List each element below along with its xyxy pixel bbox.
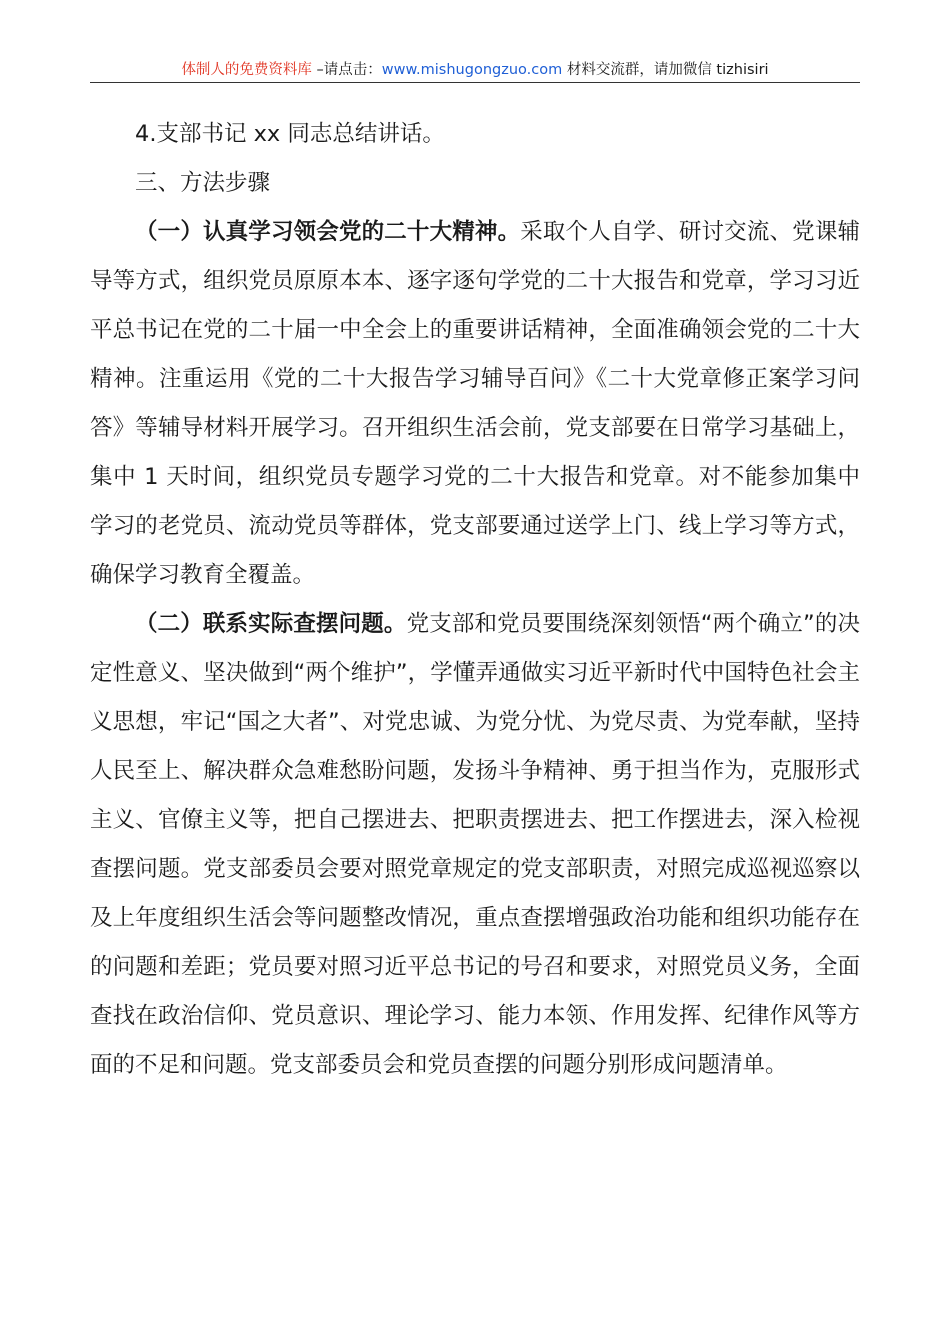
list-item-4: 4.支部书记 xx 同志总结讲话。	[135, 121, 445, 147]
header-site-name: 体制人的免费资料库	[181, 62, 312, 78]
paragraph-problems-heading: （二）联系实际查摆问题。	[135, 611, 407, 637]
paragraph-problems-text: 党支部和党员要围绕深刻领悟“两个确立”的决定性意义、坚决做到“两个维护”，学懂弄通做实习近平新时代中国特色社会主义思想，牢记“国之大者”、对党忠诚、为党分忧、为党尽责、为党奉献，坚持人民至上、解决群众急难愁盼问题，发扬斗争精神、勇于担当作为，克服形式主义、官僚主义等，把自己摆进去、把职责摆进去、把工作摆进去，深入检视查摆问题。党支部委员会要对照党章规定的党支部职责，对照完成巡视巡察以及上年度组织生活会等问题整改情况，重点查摆增强政治功能和组织功能存在的问题和差距；党员要对照习近平总书记的号召和要求，对照党员义务，全面查找在政治信仰、党员意识、理论学习、能力本领、作用发挥、纪律作风等方面的不足和问题。党支部委员会和党员查摆的问题分别形成问题清单。	[90, 611, 860, 1078]
paragraph-study	[90, 208, 860, 600]
paragraph-study-heading: （一）认真学习领会党的二十大精神。	[135, 219, 521, 245]
header-divider	[90, 82, 860, 83]
header-wechat-note: 材料交流群，请加微信 tizhisiri	[562, 62, 769, 78]
section-title-methods: 三、方法步骤	[135, 170, 271, 196]
paragraph-problems	[90, 600, 860, 1090]
header-url-link[interactable]: www.mishugongzuo.com	[381, 62, 563, 78]
page-header	[90, 58, 860, 82]
document-body	[90, 110, 860, 1090]
paragraph-study-text: 采取个人自学、研讨交流、党课辅导等方式，组织党员原原本本、逐字逐句学党的二十大报告和党章，学习习近平总书记在党的二十届一中全会上的重要讲话精神，全面准确领会党的二十大精神。注重运用《党的二十大报告学习辅导百问》《二十大党章修正案学习问答》等辅导材料开展学习。召开组织生活会前，党支部要在日常学习基础上，集中 1 天时间，组织党员专题学习党的二十大报告和党章。对不能参加集中学习的老党员、流动党员等群体，党支部要通过送学上门、线上学习等方式，确保学习教育全覆盖。	[90, 219, 860, 588]
header-prompt: –请点击：	[311, 62, 382, 78]
